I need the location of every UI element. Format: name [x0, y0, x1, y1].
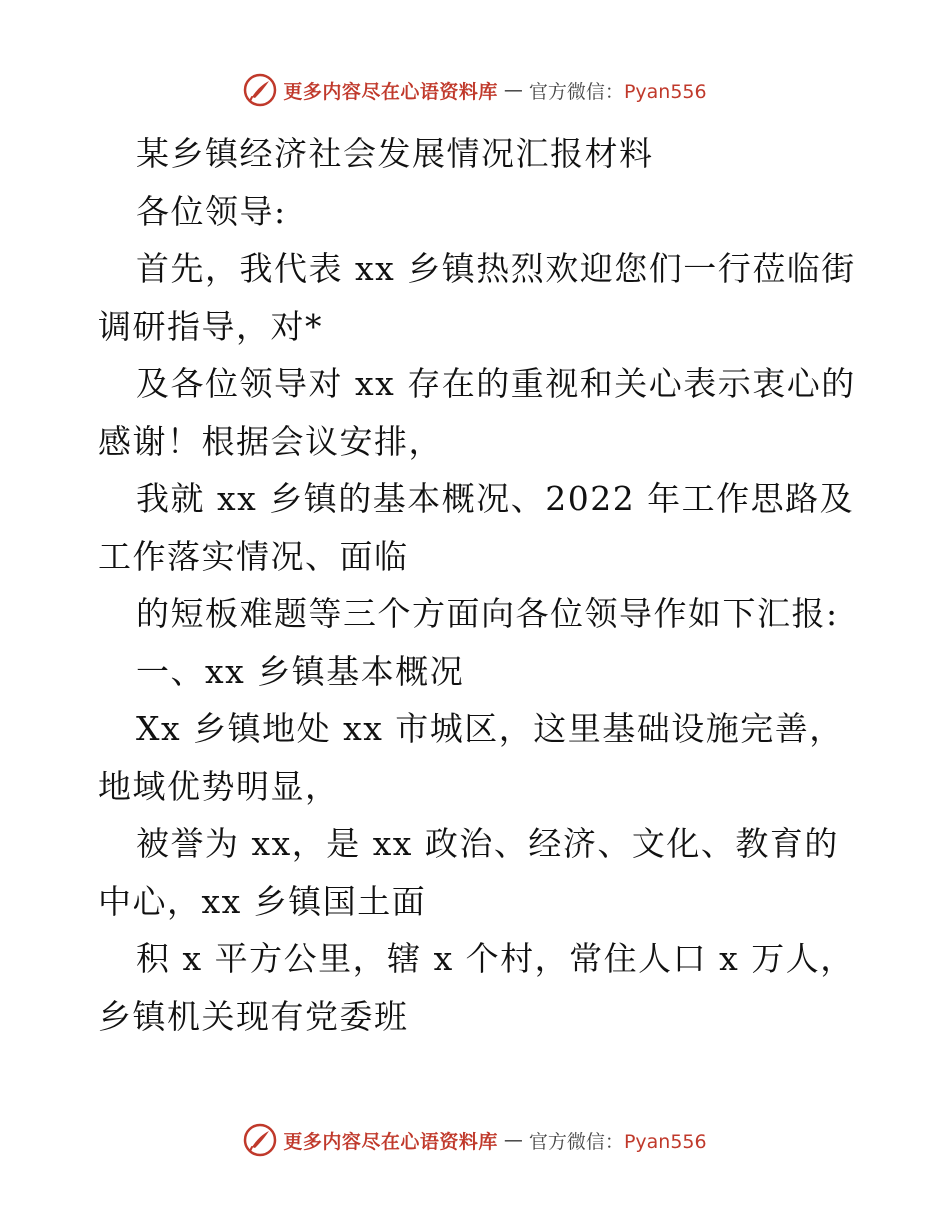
banner-contact [529, 1127, 707, 1154]
paragraph-line: 各位领导: [136, 191, 287, 231]
banner-site-text: 更多内容尽在心语资料库 [283, 1130, 498, 1153]
paragraph-line: 调研指导，对* [98, 306, 323, 346]
paragraph-line: 被誉为 xx，是 xx 政治、经济、文化、教育的 [136, 824, 839, 863]
banner-contact [529, 77, 707, 104]
paragraph-line: 乡镇机关现有党委班 [98, 996, 409, 1036]
banner-contact-label: 官方微信： [528, 1130, 624, 1153]
paragraph-line: 首先，我代表 xx 乡镇热烈欢迎您们一行莅临街 [136, 249, 856, 288]
banner-site-text: 更多内容尽在心语资料库 [283, 80, 498, 103]
banner-contact-handle: Pyan556 [623, 1130, 707, 1153]
banner-separator: — [503, 1129, 523, 1151]
paragraph-line: 的短板难题等三个方面向各位领导作如下汇报: [136, 594, 839, 633]
header-watermark-banner [0, 70, 950, 110]
footer-watermark-banner [0, 1120, 950, 1160]
paragraph-line: 工作落实情况、面临 [98, 536, 409, 576]
paragraph-line: 地域优势明显， [98, 766, 340, 806]
banner-contact-label: 官方微信： [528, 80, 624, 103]
paragraph-line: 感谢！根据会议安排， [98, 421, 443, 461]
paragraph-line: 及各位领导对 xx 存在的重视和关心表示衷心的 [136, 364, 856, 403]
quill-logo-icon [243, 1123, 277, 1157]
paragraph-line: 我就 xx 乡镇的基本概况、2022 年工作思路及 [136, 479, 855, 518]
paragraph-line: 中心，xx 乡镇国土面 [98, 881, 427, 921]
document-title: 某乡镇经济社会发展情况汇报材料 [136, 134, 654, 173]
paragraph-line: 积 x 平方公里，辖 x 个村，常住人口 x 万人， [136, 939, 855, 978]
banner-contact-handle: Pyan556 [623, 80, 707, 103]
paragraph-line: 一、xx 乡镇基本概况 [136, 651, 465, 691]
quill-logo-icon [243, 73, 277, 107]
document-body [98, 125, 858, 1045]
banner-separator: — [503, 79, 523, 101]
paragraph-line: Xx 乡镇地处 xx 市城区，这里基础设施完善， [136, 709, 844, 748]
